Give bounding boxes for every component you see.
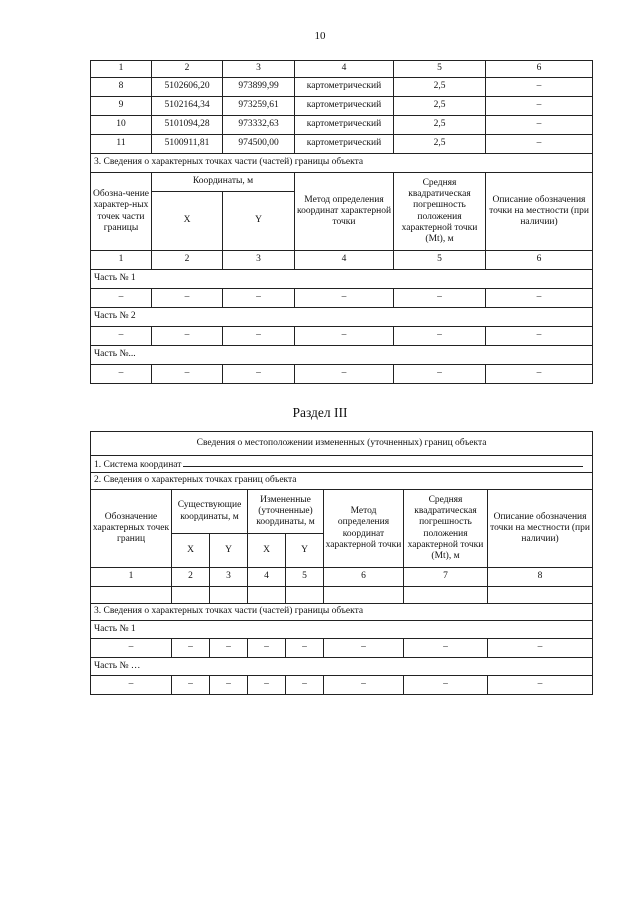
col-number: 2 xyxy=(172,568,210,587)
part-label-row xyxy=(91,270,593,289)
part-label: Часть № 1 xyxy=(91,621,593,639)
section-heading-row xyxy=(91,473,593,490)
coord-system-row xyxy=(91,456,593,473)
cell-method: картометрический xyxy=(295,97,394,116)
empty-cell xyxy=(286,587,324,604)
header-x: X xyxy=(152,192,223,251)
dash-cell: – xyxy=(286,639,324,658)
cell-method: картометрический xyxy=(295,78,394,97)
header-x: X xyxy=(172,534,210,568)
section2-title: 2. Сведения о характерных точках границ объекта xyxy=(91,473,593,490)
dash-cell: – xyxy=(295,327,394,346)
cell-x: 5102164,34 xyxy=(152,97,223,116)
part-label: Часть № … xyxy=(91,658,593,676)
cell-y: 973332,63 xyxy=(223,116,295,135)
header-error: Средняя квадратическая погрешность положения характерной точки (Mt), м xyxy=(404,490,488,568)
col-number: 6 xyxy=(486,251,593,270)
cell-point: 9 xyxy=(91,97,152,116)
table-header-numbers-row xyxy=(91,61,593,78)
table-row xyxy=(91,289,593,308)
header-changed-coordinates: Измененные (уточненные) координаты, м xyxy=(248,490,324,534)
part-label-row xyxy=(91,658,593,676)
header-row xyxy=(91,173,593,192)
col-number: 4 xyxy=(295,61,394,78)
cell-error: 2,5 xyxy=(394,135,486,154)
header-point-designation: Обозна-чение характер-ных точек части границы xyxy=(91,173,152,251)
dash-cell: – xyxy=(210,639,248,658)
header-y: Y xyxy=(210,534,248,568)
cell-error: 2,5 xyxy=(394,97,486,116)
cell-method: картометрический xyxy=(295,135,394,154)
empty-cell xyxy=(488,587,593,604)
part-label: Часть № 2 xyxy=(91,308,593,327)
dash-cell: – xyxy=(394,289,486,308)
dash-cell: – xyxy=(488,676,593,695)
dash-cell: – xyxy=(286,676,324,695)
col-number: 3 xyxy=(223,251,295,270)
dash-cell: – xyxy=(91,676,172,695)
dash-cell: – xyxy=(91,327,152,346)
col-number: 8 xyxy=(488,568,593,587)
col-number: 6 xyxy=(324,568,404,587)
section3-title: 3. Сведения о характерных точках части (частей) границы объекта xyxy=(91,604,593,621)
header-existing-coordinates: Существующие координаты, м xyxy=(172,490,248,534)
cell-error: 2,5 xyxy=(394,116,486,135)
dash-cell: – xyxy=(172,639,210,658)
cell-desc: – xyxy=(486,135,593,154)
col-number: 2 xyxy=(152,251,223,270)
col-number: 7 xyxy=(404,568,488,587)
col-number: 1 xyxy=(91,251,152,270)
table-title-row xyxy=(91,432,593,456)
part-label: Часть № 1 xyxy=(91,270,593,289)
dash-cell: – xyxy=(295,289,394,308)
dash-cell: – xyxy=(248,639,286,658)
dash-cell: – xyxy=(486,365,593,384)
section-title: Раздел III xyxy=(292,405,348,420)
empty-cell xyxy=(324,587,404,604)
cell-x: 5102606,20 xyxy=(152,78,223,97)
table-title: Сведения о местоположении измененных (уточненных) границ объекта xyxy=(91,432,593,456)
cell-desc: – xyxy=(486,97,593,116)
cell-x: 5100911,81 xyxy=(152,135,223,154)
col-number: 2 xyxy=(152,61,223,78)
cell-y: 973899,99 xyxy=(223,78,295,97)
dash-cell: – xyxy=(152,327,223,346)
section-heading-row xyxy=(91,604,593,621)
dash-cell: – xyxy=(404,676,488,695)
cell-x: 5101094,28 xyxy=(152,116,223,135)
table-row xyxy=(91,365,593,384)
table-row xyxy=(91,78,593,97)
cell-method: картометрический xyxy=(295,116,394,135)
cell-point: 8 xyxy=(91,78,152,97)
coord-system-blank-line xyxy=(183,457,583,467)
cell-point: 11 xyxy=(91,135,152,154)
part-label: Часть №... xyxy=(91,346,593,365)
section3-title: 3. Сведения о характерных точках части (частей) границы объекта xyxy=(91,154,593,173)
dash-cell: – xyxy=(486,327,593,346)
col-number: 6 xyxy=(486,61,593,78)
dash-cell: – xyxy=(210,676,248,695)
cell-y: 974500,00 xyxy=(223,135,295,154)
col-number: 3 xyxy=(210,568,248,587)
dash-cell: – xyxy=(404,639,488,658)
col-number: 5 xyxy=(286,568,324,587)
part-label-row xyxy=(91,308,593,327)
col-number: 1 xyxy=(91,61,152,78)
col-number: 4 xyxy=(248,568,286,587)
dash-cell: – xyxy=(223,327,295,346)
dash-cell: – xyxy=(91,365,152,384)
header-x: X xyxy=(248,534,286,568)
dash-cell: – xyxy=(486,289,593,308)
dash-cell: – xyxy=(324,676,404,695)
dash-cell: – xyxy=(223,365,295,384)
header-method: Метод определения координат характерной точки xyxy=(295,173,394,251)
part-label-row xyxy=(91,346,593,365)
empty-cell xyxy=(248,587,286,604)
cell-desc: – xyxy=(486,78,593,97)
dash-cell: – xyxy=(248,676,286,695)
dash-cell: – xyxy=(152,289,223,308)
empty-cell xyxy=(91,587,172,604)
dash-cell: – xyxy=(394,327,486,346)
dash-cell: – xyxy=(172,676,210,695)
header-coordinates: Координаты, м xyxy=(152,173,295,192)
column-numbers-row xyxy=(91,251,593,270)
cell-desc: – xyxy=(486,116,593,135)
col-number: 3 xyxy=(223,61,295,78)
section-heading-row xyxy=(91,154,593,173)
header-row xyxy=(91,490,593,534)
empty-row xyxy=(91,587,593,604)
header-error: Средняя квадратическая погрешность положения характерной точки (Mt), м xyxy=(394,173,486,251)
cell-y: 973259,61 xyxy=(223,97,295,116)
dash-cell: – xyxy=(488,639,593,658)
column-numbers-row xyxy=(91,568,593,587)
coordinates-table-continued xyxy=(90,60,593,384)
coord-system-label: 1. Система координат xyxy=(94,459,182,470)
dash-cell: – xyxy=(295,365,394,384)
dash-cell: – xyxy=(324,639,404,658)
empty-cell xyxy=(172,587,210,604)
dash-cell: – xyxy=(91,639,172,658)
coord-system-cell xyxy=(91,456,593,473)
header-method: Метод определения координат характерной точки xyxy=(324,490,404,568)
col-number: 4 xyxy=(295,251,394,270)
col-number: 1 xyxy=(91,568,172,587)
table-row xyxy=(91,639,593,658)
cell-point: 10 xyxy=(91,116,152,135)
table-row xyxy=(91,676,593,695)
header-description: Описание обозначения точки на местности (при наличии) xyxy=(486,173,593,251)
table-row xyxy=(91,97,593,116)
table-row xyxy=(91,327,593,346)
page-number: 10 xyxy=(314,30,326,42)
part-label-row xyxy=(91,621,593,639)
table-row xyxy=(91,135,593,154)
header-point-designation: Обозначение характерных точек границ xyxy=(91,490,172,568)
empty-cell xyxy=(210,587,248,604)
dash-cell: – xyxy=(152,365,223,384)
dash-cell: – xyxy=(394,365,486,384)
header-y: Y xyxy=(286,534,324,568)
col-number: 5 xyxy=(394,61,486,78)
col-number: 5 xyxy=(394,251,486,270)
table-row xyxy=(91,116,593,135)
dash-cell: – xyxy=(91,289,152,308)
changed-boundaries-table xyxy=(90,431,593,695)
cell-error: 2,5 xyxy=(394,78,486,97)
empty-cell xyxy=(404,587,488,604)
dash-cell: – xyxy=(223,289,295,308)
header-description: Описание обозначения точки на местности (при наличии) xyxy=(488,490,593,568)
header-y: Y xyxy=(223,192,295,251)
